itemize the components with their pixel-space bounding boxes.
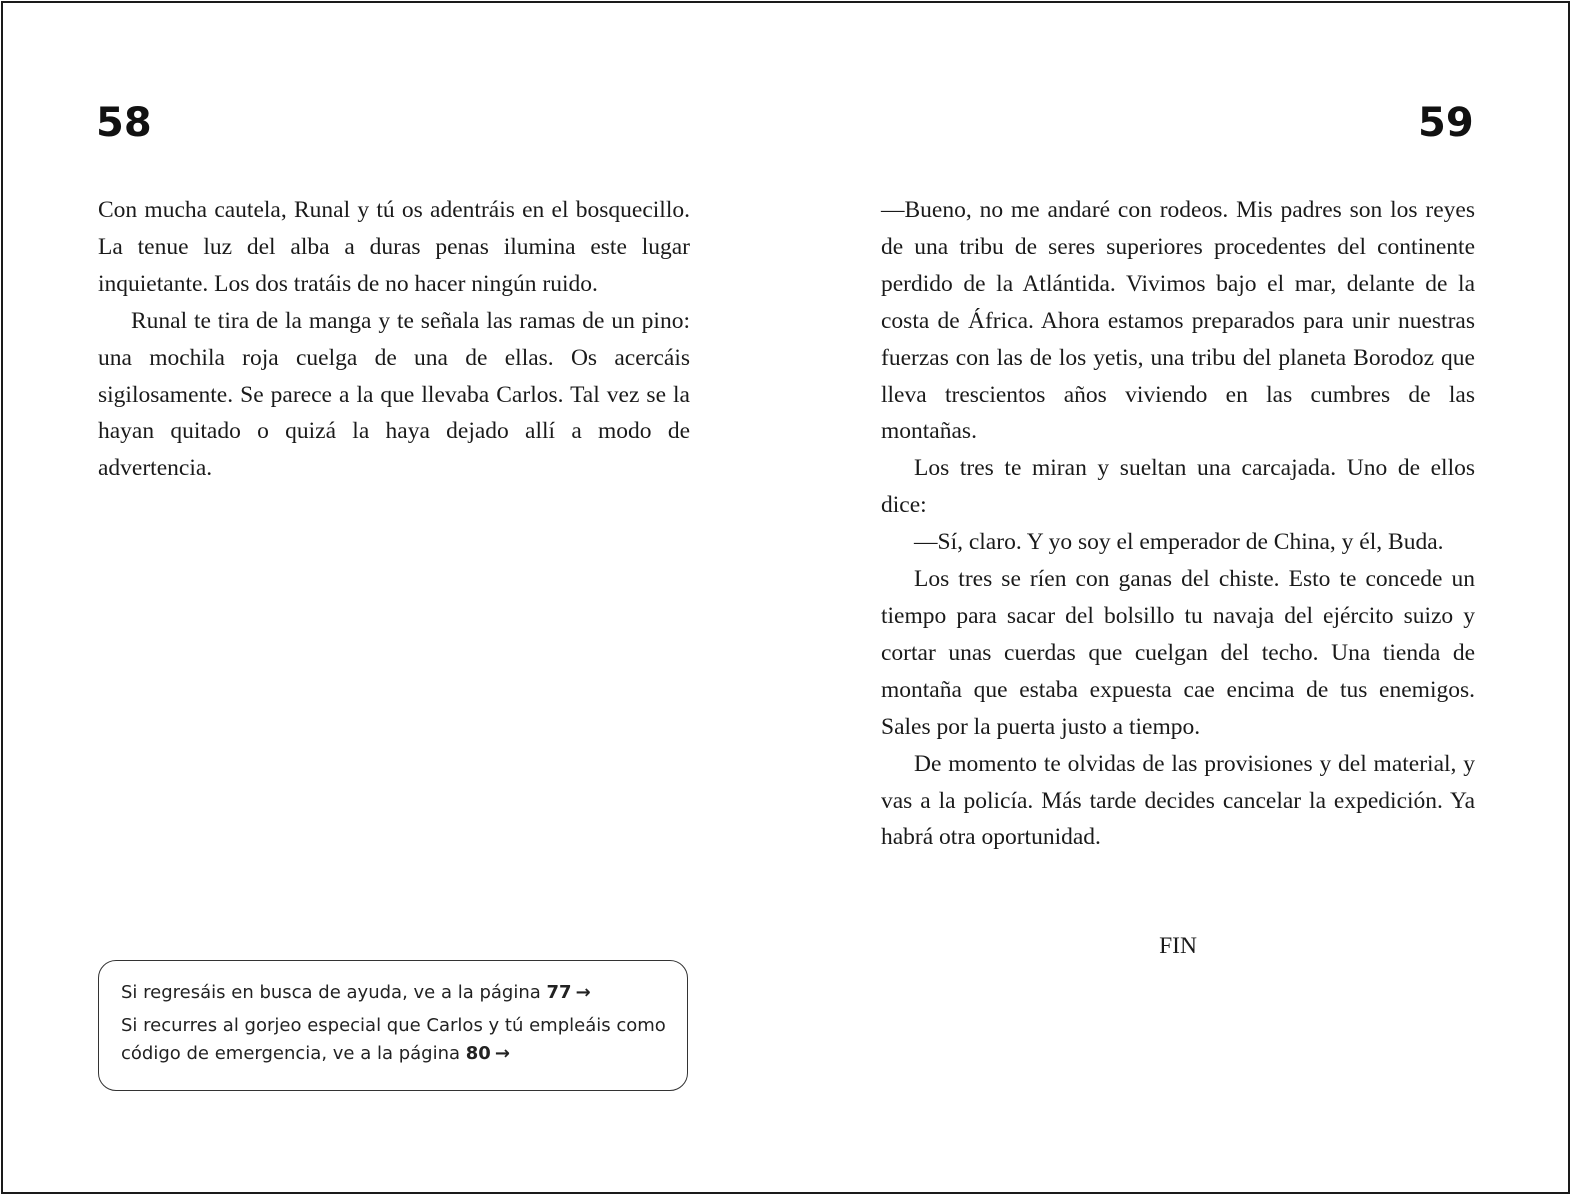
page-number-left: 58: [96, 100, 152, 146]
paragraph: —Sí, claro. Y yo soy el emperador de China, y él, Buda.: [914, 529, 1444, 556]
choice-box: [98, 960, 688, 1091]
arrow-right-icon: →: [494, 1043, 510, 1064]
paragraph: Con mucha cautela, Runal y tú os adentráis en el bosquecillo. La tenue luz del alba a duras penas ilumina este lugar inquietante. Los dos tratáis de no hacer ningún ruido.: [98, 197, 690, 297]
ending-label: FIN: [1159, 933, 1197, 959]
page-number-right: 59: [1418, 100, 1474, 146]
choice-page-number: 77: [546, 982, 572, 1003]
paragraph: De momento te olvidas de las provisiones y del material, y vas a la policía. Más tarde decides cancelar la expedición. Ya habrá otra oportunidad.: [881, 750, 1475, 851]
paragraph: Los tres se ríen con ganas del chiste. Esto te concede un tiempo para sacar del bolsillo tu navaja del ejército suizo y cortar unas cuerdas que cuelgan del techo. Una tienda de montaña que estaba expuesta cae encima de tus enemigos. Sales por la puerta justo a tiempo.: [881, 566, 1475, 740]
paragraph: Runal te tira de la manga y te señala las ramas de un pino: una mochila roja cuelga de una de ellas. Os acercáis sigilosamente. Se parece a la que llevaba Carlos. Tal vez se la hayan quitado o quizá la haya dejado allí a modo de advertencia.: [98, 307, 690, 482]
choice-page-number: 80: [465, 1043, 491, 1064]
book-spread: [1, 1, 1570, 1194]
arrow-right-icon: →: [575, 982, 591, 1003]
paragraph: —Bueno, no me andaré con rodeos. Mis padres son los reyes de una tribu de seres superiores procedentes del continente perdido de la Atlántida. Vivimos bajo el mar, delante de la costa de África. Ahora estamos preparados para unir nuestras fuerzas con las de los yetis, una tribu del planeta Borodoz que lleva trescientos años viviendo en las cumbres de las montañas.: [881, 197, 1475, 445]
choice-option-1[interactable]: [121, 979, 667, 1007]
choice-text: Si regresáis en busca de ayuda, ve a la página: [121, 982, 541, 1003]
choice-option-2[interactable]: [121, 1012, 667, 1068]
left-page-text: [98, 192, 690, 487]
choice-text: Si recurres al gorjeo especial que Carlos y tú empleáis como código de emergencia, ve a la página: [121, 1015, 666, 1064]
right-page-text: [881, 192, 1475, 856]
paragraph: Los tres te miran y sueltan una carcajada. Uno de ellos dice:: [881, 455, 1475, 519]
